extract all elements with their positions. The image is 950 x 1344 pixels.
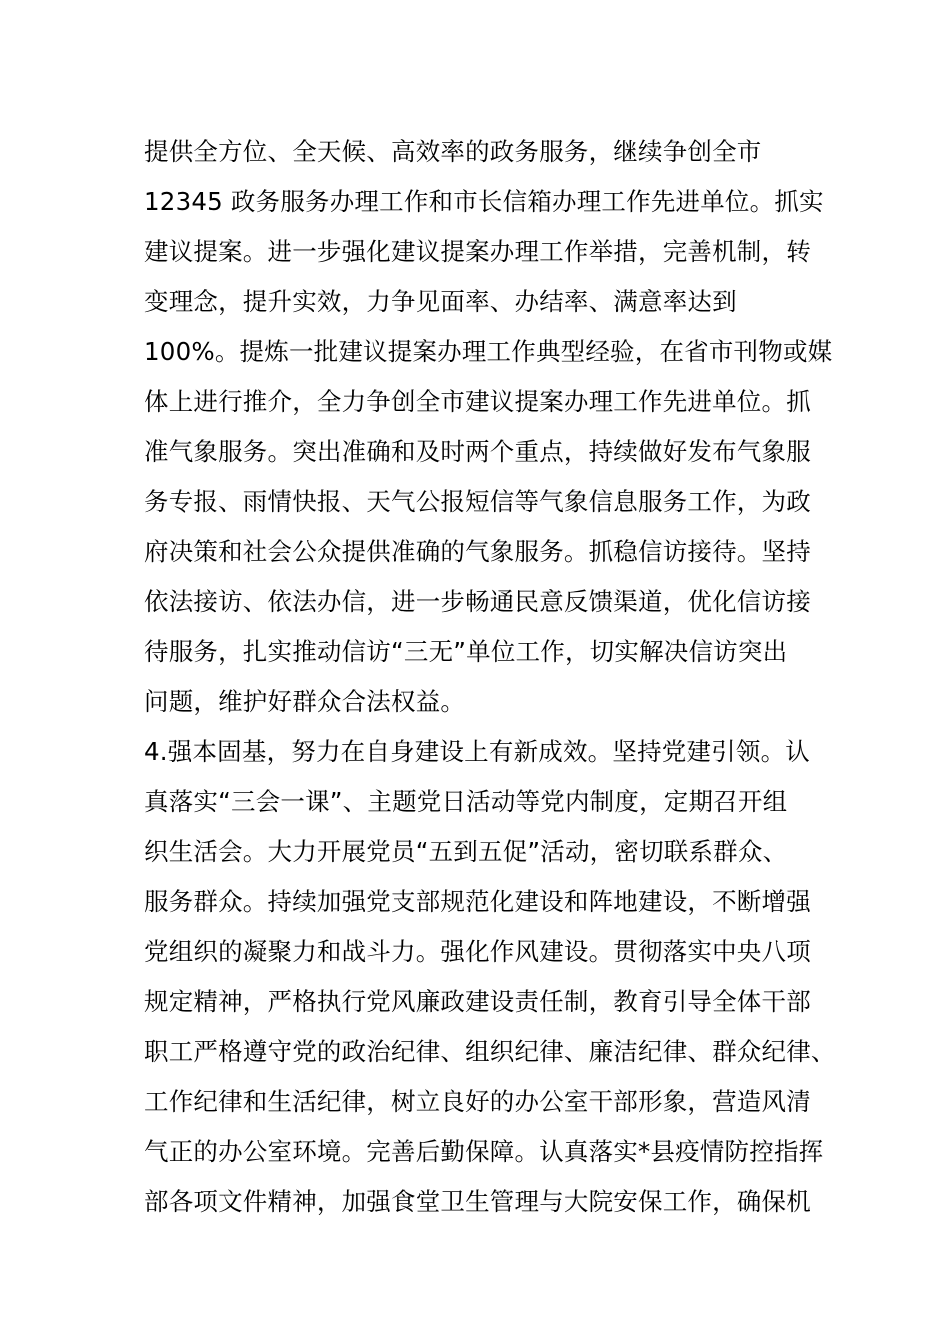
text-line: 提供全方位、全天候、高效率的政务服务，继续争创全市 <box>144 137 762 166</box>
text-line: 变理念，提升实效，力争见面率、办结率、满意率达到 <box>144 287 737 316</box>
text-line: 100%。提炼一批建议提案办理工作典型经验，在省市刊物或媒 <box>144 337 833 366</box>
text-line: 体上进行推介，全力争创全市建议提案办理工作先进单位。抓 <box>144 387 811 416</box>
text-line: 12345 政务服务办理工作和市长信箱办理工作先进单位。抓实 <box>144 187 824 216</box>
text-line: 待服务，扎实推动信访“三无”单位工作，切实解决信访突出 <box>144 637 788 666</box>
section-heading-line: 4.强本固基，努力在自身建设上有新成效。坚持党建引领。认 <box>144 737 810 766</box>
text-line: 党组织的凝聚力和战斗力。强化作风建设。贯彻落实中央八项 <box>144 937 811 966</box>
text-line: 建议提案。进一步强化建议提案办理工作举措，完善机制，转 <box>144 237 811 266</box>
text-line: 规定精神，严格执行党风廉政建设责任制，教育引导全体干部 <box>144 987 811 1016</box>
text-line: 依法接访、依法办信，进一步畅通民意反馈渠道，优化信访接 <box>144 587 811 616</box>
text-line: 服务群众。持续加强党支部规范化建设和阵地建设，不断增强 <box>144 887 811 916</box>
text-line: 气正的办公室环境。完善后勤保障。认真落实*县疫情防控指挥 <box>144 1137 824 1166</box>
body-text <box>144 127 844 1227</box>
text-line: 务专报、雨情快报、天气公报短信等气象信息服务工作，为政 <box>144 487 811 516</box>
text-line: 问题，维护好群众合法权益。 <box>144 687 466 716</box>
text-line: 真落实“三会一课”、主题党日活动等党内制度，定期召开组 <box>144 787 788 816</box>
text-line: 工作纪律和生活纪律，树立良好的办公室干部形象，营造风清 <box>144 1087 811 1116</box>
text-line: 织生活会。大力开展党员“五到五促”活动，密切联系群众、 <box>144 837 788 866</box>
text-line: 部各项文件精神，加强食堂卫生管理与大院安保工作，确保机 <box>144 1187 811 1216</box>
text-line: 准气象服务。突出准确和及时两个重点，持续做好发布气象服 <box>144 437 811 466</box>
text-line: 府决策和社会公众提供准确的气象服务。抓稳信访接待。坚持 <box>144 537 811 566</box>
text-line: 职工严格遵守党的政治纪律、组织纪律、廉洁纪律、群众纪律、 <box>144 1037 836 1066</box>
